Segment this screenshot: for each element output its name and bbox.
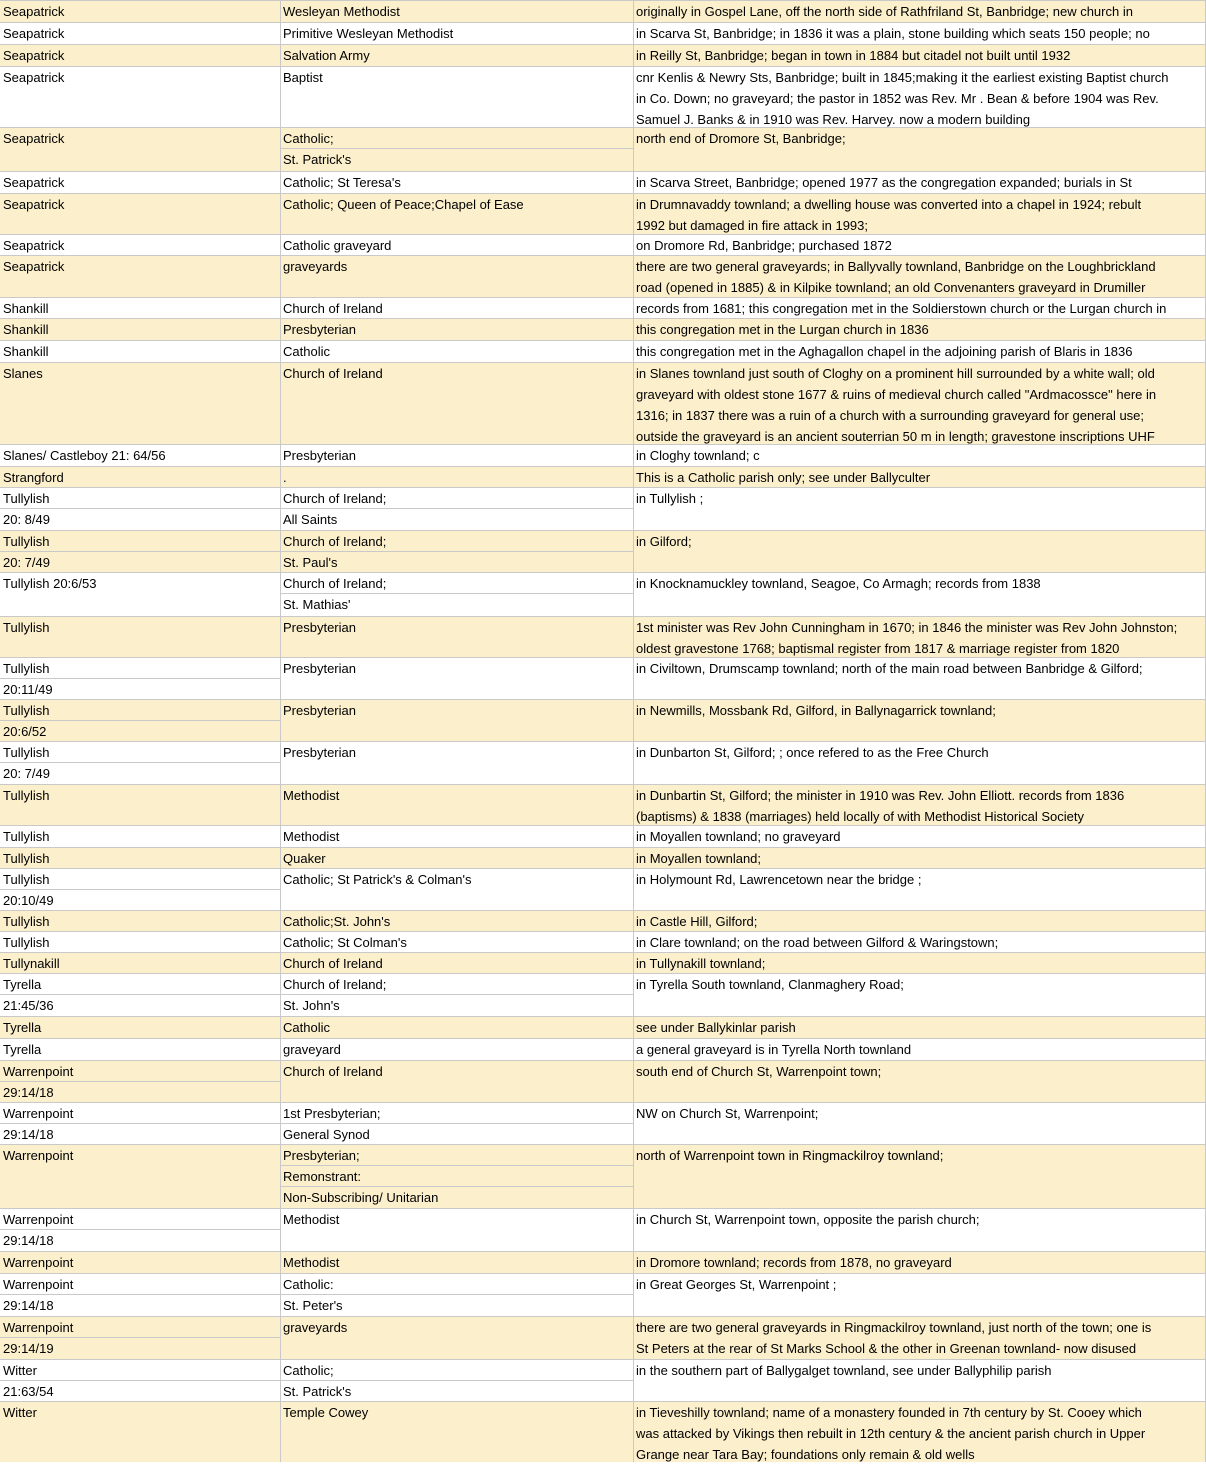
parish-cell[interactable]: 29:14/18: [3, 1298, 54, 1313]
row-divider: [0, 362, 1206, 363]
denomination-cell[interactable]: Church of Ireland: [283, 301, 383, 316]
notes-cell[interactable]: cnr Kenlis & Newry Sts, Banbridge; built in 1845;making it the earliest existing Baptist church: [636, 70, 1169, 85]
parish-cell[interactable]: 21:63/54: [3, 1384, 54, 1399]
notes-cell[interactable]: there are two general graveyards; in Ballyvally townland, Banbridge on the Loughbrickland: [636, 259, 1156, 274]
parish-cell[interactable]: Warrenpoint: [3, 1064, 74, 1079]
row-divider: [0, 318, 1206, 319]
row-divider: [0, 255, 1206, 256]
row-divider: [0, 1016, 1206, 1017]
denomination-cell[interactable]: Catholic; St Teresa's: [283, 175, 401, 190]
denomination-cell[interactable]: Presbyterian: [283, 322, 356, 337]
notes-cell[interactable]: in Scarva St, Banbridge; in 1836 it was a plain, stone building which seats 150 people; no: [636, 26, 1150, 41]
denomination-cell[interactable]: Catholic; Queen of Peace;Chapel of Ease: [283, 197, 524, 212]
notes-cell[interactable]: in Dromore townland; records from 1878, no graveyard: [636, 1255, 952, 1270]
notes-cell[interactable]: in Moyallen townland;: [636, 851, 762, 866]
parish-cell[interactable]: Shankill: [3, 301, 49, 316]
row-divider: [0, 487, 1206, 488]
notes-cell[interactable]: in Co. Down; no graveyard; the pastor in 1852 was Rev. Mr . Bean & before 1904 was Rev.: [636, 91, 1159, 106]
cell-divider: [280, 994, 633, 995]
denomination-cell[interactable]: graveyards: [283, 1320, 348, 1335]
denomination-cell[interactable]: Presbyterian: [283, 745, 356, 760]
row-divider: [0, 466, 1206, 467]
parish-cell[interactable]: Seapatrick: [3, 48, 65, 63]
notes-cell[interactable]: in Gilford;: [636, 534, 692, 549]
parish-cell[interactable]: 29:14/19: [3, 1341, 54, 1356]
cell-divider: [0, 720, 280, 721]
notes-cell[interactable]: records from 1681; this congregation met in the Soldierstown church or the Lurgan church in: [636, 301, 1167, 316]
row-divider: [0, 910, 1206, 911]
denomination-cell[interactable]: Presbyterian;: [283, 1148, 360, 1163]
notes-cell[interactable]: Grange near Tara Bay; foundations only remain & old wells: [636, 1447, 975, 1462]
parish-cell[interactable]: Seapatrick: [3, 131, 65, 146]
notes-cell[interactable]: NW on Church St, Warrenpoint;: [636, 1106, 819, 1121]
notes-cell[interactable]: in Dunbartin St, Gilford; the minister in 1910 was Rev. John Elliott. records from 1836: [636, 788, 1125, 803]
denomination-cell[interactable]: Methodist: [283, 1255, 340, 1270]
row-divider: [0, 952, 1206, 953]
denomination-cell[interactable]: All Saints: [283, 512, 338, 527]
cell-divider: [0, 1294, 280, 1295]
denomination-cell[interactable]: St. John's: [283, 998, 340, 1013]
notes-cell[interactable]: oldest gravestone 1768; baptismal register from 1817 & marriage register from 1820: [636, 641, 1120, 656]
notes-cell[interactable]: outside the graveyard is an ancient souterrian 50 m in length; gravestone inscriptions UHF: [636, 429, 1155, 444]
row-divider: [0, 1038, 1206, 1039]
parish-cell[interactable]: 20:10/49: [3, 893, 54, 908]
notes-cell[interactable]: this congregation met in the Lurgan church in 1836: [636, 322, 929, 337]
denomination-cell[interactable]: Salvation Army: [283, 48, 370, 63]
notes-cell[interactable]: 1992 but damaged in fire attack in 1993;: [636, 218, 868, 233]
denomination-cell[interactable]: Presbyterian: [283, 620, 356, 635]
denomination-cell[interactable]: Catholic;: [283, 131, 334, 146]
denomination-cell[interactable]: .: [283, 470, 287, 485]
cell-divider: [0, 1081, 280, 1082]
denomination-cell[interactable]: Catholic; St Colman's: [283, 935, 407, 950]
cell-divider: [0, 1380, 280, 1381]
denomination-cell[interactable]: Church of Ireland: [283, 1064, 383, 1079]
denomination-cell[interactable]: St. Peter's: [283, 1298, 343, 1313]
notes-cell[interactable]: in Civiltown, Drumscamp townland; north of the main road between Banbridge & Gilford;: [636, 661, 1143, 676]
notes-cell[interactable]: 1st minister was Rev John Cunningham in 1670; in 1846 the minister was Rev John Johnston;: [636, 620, 1178, 635]
parish-cell[interactable]: Tullylish: [3, 851, 50, 866]
row-divider: [0, 973, 1206, 974]
row-divider: [0, 0, 1206, 1]
denomination-cell[interactable]: Temple Cowey: [283, 1405, 369, 1420]
notes-cell[interactable]: road (opened in 1885) & in Kilpike townland; an old Convenanters graveyard in Drumiller: [636, 280, 1146, 295]
parish-cell[interactable]: 20: 7/49: [3, 555, 50, 570]
notes-cell[interactable]: in Knocknamuckley townland, Seagoe, Co Armagh; records from 1838: [636, 576, 1041, 591]
notes-cell[interactable]: in the southern part of Ballygalget townland, see under Ballyphilip parish: [636, 1363, 1052, 1378]
parish-cell[interactable]: 29:14/18: [3, 1085, 54, 1100]
parish-cell[interactable]: Tullynakill: [3, 956, 60, 971]
denomination-cell[interactable]: Catholic graveyard: [283, 238, 392, 253]
denomination-cell[interactable]: Church of Ireland: [283, 366, 383, 381]
cell-divider: [280, 1165, 633, 1166]
cell-divider: [0, 889, 280, 890]
row-divider: [0, 297, 1206, 298]
notes-cell[interactable]: in Newmills, Mossbank Rd, Gilford, in Ballynagarrick townland;: [636, 703, 996, 718]
notes-cell[interactable]: This is a Catholic parish only; see under Ballyculter: [636, 470, 931, 485]
parish-cell[interactable]: Tullylish: [3, 745, 50, 760]
denomination-cell[interactable]: 1st Presbyterian;: [283, 1106, 381, 1121]
denomination-cell[interactable]: Catholic;: [283, 1363, 334, 1378]
notes-cell[interactable]: this congregation met in the Aghagallon chapel in the adjoining parish of Blaris in 1836: [636, 344, 1133, 359]
denomination-cell[interactable]: Church of Ireland;: [283, 576, 387, 591]
parish-cell[interactable]: 20:11/49: [3, 682, 53, 697]
notes-cell[interactable]: in Scarva Street, Banbridge; opened 1977 as the congregation expanded; burials in St: [636, 175, 1132, 190]
notes-cell[interactable]: in Tieveshilly townland; name of a monastery founded in 7th century by St. Cooey which: [636, 1405, 1142, 1420]
notes-cell[interactable]: in Dunbarton St, Gilford; ; once refered to as the Free Church: [636, 745, 989, 760]
parish-cell[interactable]: Warrenpoint: [3, 1212, 74, 1227]
row-divider: [0, 66, 1206, 67]
parish-cell[interactable]: Shankill: [3, 344, 49, 359]
parish-cell[interactable]: Warrenpoint: [3, 1106, 74, 1121]
parish-cell[interactable]: 20: 8/49: [3, 512, 50, 527]
parish-cell[interactable]: Seapatrick: [3, 197, 65, 212]
notes-cell[interactable]: in Clare townland; on the road between Gilford & Waringstown;: [636, 935, 999, 950]
row-divider: [0, 1273, 1206, 1274]
denomination-cell[interactable]: Baptist: [283, 70, 323, 85]
denomination-cell[interactable]: Primitive Wesleyan Methodist: [283, 26, 454, 41]
denomination-cell[interactable]: Church of Ireland;: [283, 534, 387, 549]
row-divider: [0, 1208, 1206, 1209]
parish-cell[interactable]: Tullylish: [3, 914, 50, 929]
parish-cell[interactable]: Seapatrick: [3, 70, 65, 85]
parish-cell[interactable]: 29:14/18: [3, 1127, 54, 1142]
denomination-cell[interactable]: Catholic:: [283, 1277, 334, 1292]
notes-cell[interactable]: St Peters at the rear of St Marks School & the other in Greenan townland- now disused: [636, 1341, 1137, 1356]
row-divider: [0, 171, 1206, 172]
notes-cell[interactable]: on Dromore Rd, Banbridge; purchased 1872: [636, 238, 892, 253]
row-divider: [0, 1060, 1206, 1061]
parish-cell[interactable]: 29:14/18: [3, 1233, 54, 1248]
denomination-cell[interactable]: graveyards: [283, 259, 348, 274]
denomination-cell[interactable]: Church of Ireland;: [283, 491, 387, 506]
parish-cell[interactable]: Slanes/ Castleboy 21: 64/56: [3, 448, 166, 463]
parish-cell[interactable]: Seapatrick: [3, 26, 65, 41]
cell-divider: [280, 508, 633, 509]
notes-cell[interactable]: 1316; in 1837 there was a ruin of a church with a surrounding graveyard for general use;: [636, 408, 1145, 423]
denomination-cell[interactable]: graveyard: [283, 1042, 341, 1057]
denomination-cell[interactable]: Presbyterian: [283, 703, 356, 718]
parish-cell[interactable]: Strangford: [3, 470, 64, 485]
parish-cell[interactable]: 20: 7/49: [3, 766, 50, 781]
parish-cell[interactable]: Tullylish: [3, 872, 50, 887]
notes-cell[interactable]: in Great Georges St, Warrenpoint ;: [636, 1277, 837, 1292]
notes-cell[interactable]: was attacked by Vikings then rebuilt in 12th century & the ancient parish church in Upper: [636, 1426, 1146, 1441]
parish-cell[interactable]: Seapatrick: [3, 4, 65, 19]
parish-cell[interactable]: Seapatrick: [3, 259, 65, 274]
parish-cell[interactable]: Tullylish: [3, 491, 50, 506]
cell-divider: [0, 994, 280, 995]
notes-cell[interactable]: south end of Church St, Warrenpoint town;: [636, 1064, 882, 1079]
notes-cell[interactable]: originally in Gospel Lane, off the north side of Rathfriland St, Banbridge; new church in: [636, 4, 1133, 19]
row-divider: [0, 22, 1206, 23]
parish-cell[interactable]: Seapatrick: [3, 238, 65, 253]
row-divider: [0, 657, 1206, 658]
parish-cell[interactable]: Tullylish: [3, 534, 50, 549]
row-divider: [0, 931, 1206, 932]
notes-cell[interactable]: there are two general graveyards in Ringmackilroy townland, just north of the town; one is: [636, 1320, 1152, 1335]
parish-cell[interactable]: Tyrella: [3, 1020, 42, 1035]
notes-cell[interactable]: in Church St, Warrenpoint town, opposite the parish church;: [636, 1212, 980, 1227]
denomination-cell[interactable]: Catholic; St Patrick's & Colman's: [283, 872, 472, 887]
row-divider: [0, 1401, 1206, 1402]
notes-cell[interactable]: (baptisms) & 1838 (marriages) held locally of with Methodist Historical Society: [636, 809, 1084, 824]
column-divider: [280, 0, 281, 1462]
parish-cell[interactable]: Tullylish: [3, 829, 50, 844]
denomination-cell[interactable]: Presbyterian: [283, 448, 356, 463]
cell-divider: [0, 508, 280, 509]
parish-cell[interactable]: Tullylish: [3, 788, 50, 803]
denomination-cell[interactable]: Non-Subscribing/ Unitarian: [283, 1190, 439, 1205]
denomination-cell[interactable]: Catholic: [283, 1020, 330, 1035]
denomination-cell[interactable]: Methodist: [283, 788, 340, 803]
notes-cell[interactable]: see under Ballykinlar parish: [636, 1020, 796, 1035]
notes-cell[interactable]: in Reilly St, Banbridge; began in town in 1884 but citadel not built until 1932: [636, 48, 1071, 63]
denomination-cell[interactable]: Presbyterian: [283, 661, 356, 676]
denomination-cell[interactable]: St. Mathias': [283, 597, 351, 612]
parish-cell[interactable]: Tullylish: [3, 935, 50, 950]
row-divider: [0, 444, 1206, 445]
cell-divider: [0, 1229, 280, 1230]
cell-divider: [0, 1337, 280, 1338]
row-divider: [0, 825, 1206, 826]
cell-divider: [0, 1123, 280, 1124]
denomination-cell[interactable]: Methodist: [283, 829, 340, 844]
row-divider: [0, 1251, 1206, 1252]
row-divider: [0, 847, 1206, 848]
parish-cell[interactable]: Warrenpoint: [3, 1277, 74, 1292]
row-divider: [0, 340, 1206, 341]
notes-cell[interactable]: north end of Dromore St, Banbridge;: [636, 131, 846, 146]
row-divider: [0, 784, 1206, 785]
denomination-cell[interactable]: Church of Ireland: [283, 956, 383, 971]
denomination-cell[interactable]: Remonstrant:: [283, 1169, 362, 1184]
row-divider: [0, 1359, 1206, 1360]
denomination-cell[interactable]: Wesleyan Methodist: [283, 4, 400, 19]
parish-cell[interactable]: Tullylish: [3, 661, 50, 676]
notes-cell[interactable]: in Tullylish ;: [636, 491, 704, 506]
row-divider: [0, 1102, 1206, 1103]
cell-divider: [280, 1186, 633, 1187]
row-divider: [0, 741, 1206, 742]
denomination-cell[interactable]: Catholic: [283, 344, 330, 359]
row-divider: [0, 572, 1206, 573]
parish-cell[interactable]: 20:6/52: [3, 724, 47, 739]
denomination-cell[interactable]: Methodist: [283, 1212, 340, 1227]
denomination-cell[interactable]: General Synod: [283, 1127, 370, 1142]
cell-divider: [280, 1294, 633, 1295]
cell-divider: [280, 1123, 633, 1124]
parish-cell[interactable]: Tullylish 20:6/53: [3, 576, 97, 591]
parish-cell[interactable]: Tyrella: [3, 1042, 42, 1057]
parish-cell[interactable]: 21:45/36: [3, 998, 54, 1013]
notes-cell[interactable]: a general graveyard is in Tyrella North townland: [636, 1042, 912, 1057]
notes-cell[interactable]: north of Warrenpoint town in Ringmackilroy townland;: [636, 1148, 944, 1163]
row-divider: [0, 868, 1206, 869]
notes-cell[interactable]: graveyard with oldest stone 1677 & ruins of medieval church called "Ardmacossce" here in: [636, 387, 1157, 402]
notes-cell[interactable]: in Slanes townland just south of Cloghy on a prominent hill surrounded by a white wall; old: [636, 366, 1155, 381]
row-divider: [0, 699, 1206, 700]
notes-cell[interactable]: in Moyallen townland; no graveyard: [636, 829, 841, 844]
column-divider: [633, 0, 634, 1462]
cell-divider: [0, 762, 280, 763]
cell-divider: [280, 1380, 633, 1381]
parish-cell[interactable]: Witter: [3, 1363, 37, 1378]
parish-cell[interactable]: Warrenpoint: [3, 1148, 74, 1163]
notes-cell[interactable]: in Holymount Rd, Lawrencetown near the bridge ;: [636, 872, 922, 887]
cell-divider: [280, 551, 633, 552]
cell-divider: [280, 593, 633, 594]
denomination-cell[interactable]: St. Patrick's: [283, 1384, 352, 1399]
cell-divider: [0, 551, 280, 552]
row-divider: [0, 1316, 1206, 1317]
denomination-cell[interactable]: Catholic;St. John's: [283, 914, 391, 929]
parish-cell[interactable]: Shankill: [3, 322, 49, 337]
denomination-cell[interactable]: Church of Ireland;: [283, 977, 387, 992]
row-divider: [0, 530, 1206, 531]
parish-cell[interactable]: Seapatrick: [3, 175, 65, 190]
parish-cell[interactable]: Tullylish: [3, 703, 50, 718]
cell-divider: [280, 148, 633, 149]
row-divider: [0, 193, 1206, 194]
parish-cell[interactable]: Warrenpoint: [3, 1320, 74, 1335]
notes-cell[interactable]: Samuel J. Banks & in 1910 was Rev. Harvey. now a modern building: [636, 112, 1031, 127]
denomination-cell[interactable]: St. Patrick's: [283, 152, 352, 167]
row-divider: [0, 616, 1206, 617]
row-divider: [0, 234, 1206, 235]
row-divider: [0, 1144, 1206, 1145]
parish-cell[interactable]: Warrenpoint: [3, 1255, 74, 1270]
row-divider: [0, 44, 1206, 45]
parish-cell[interactable]: Tyrella: [3, 977, 42, 992]
denomination-cell[interactable]: Quaker: [283, 851, 326, 866]
notes-cell[interactable]: in Cloghy townland; c: [636, 448, 760, 463]
notes-cell[interactable]: in Drumnavaddy townland; a dwelling house was converted into a chapel in 1924; rebult: [636, 197, 1142, 212]
parish-cell[interactable]: Slanes: [3, 366, 43, 381]
denomination-cell[interactable]: St. Paul's: [283, 555, 338, 570]
notes-cell[interactable]: in Castle Hill, Gilford;: [636, 914, 758, 929]
notes-cell[interactable]: in Tyrella South townland, Clanmaghery Road;: [636, 977, 904, 992]
parish-cell[interactable]: Witter: [3, 1405, 37, 1420]
cell-divider: [0, 678, 280, 679]
row-divider: [0, 127, 1206, 128]
notes-cell[interactable]: in Tullynakill townland;: [636, 956, 766, 971]
parish-cell[interactable]: Tullylish: [3, 620, 50, 635]
